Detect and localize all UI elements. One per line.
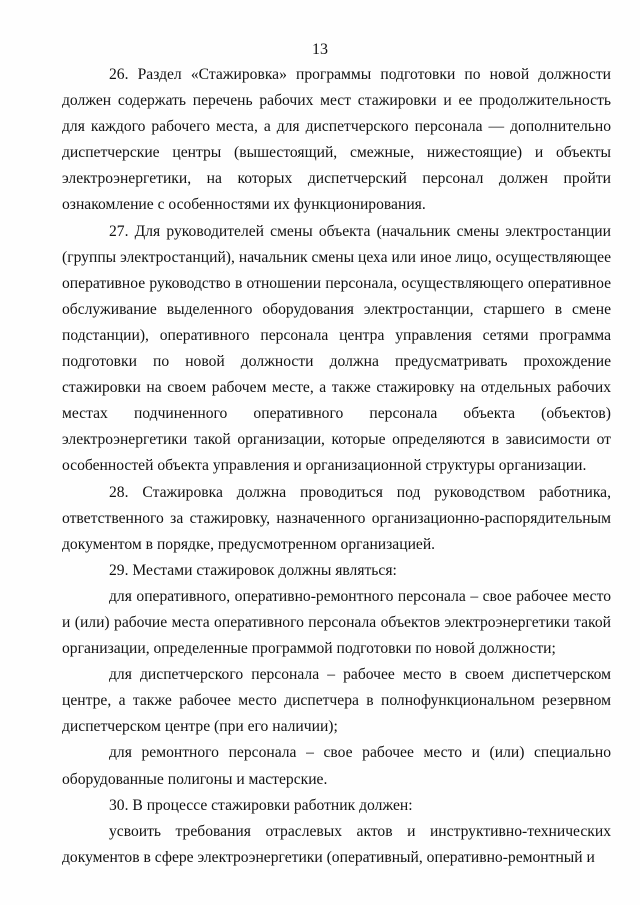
- page-number: 13: [312, 41, 328, 58]
- paragraph-29-item-dispatch: для диспетчерского персонала – рабочее место в своем диспетчерском центре, а также рабочее место диспетчера в полнофункциональном резервном диспетчерском центре (при его наличии);: [62, 666, 611, 736]
- paragraph-26: 26. Раздел «Стажировка» программы подготовки по новой должности должен содержать перечень рабочих мест стажировки и ее продолжительность для каждого рабочего места, а для диспетчерского персонала — дополнительно диспетчерские центры (вышестоящий, смежные, нижестоящие) и объекты электроэнергетики, на которых диспетчерский персонал должен пройти ознакомление с особенностями их функционирования.: [62, 66, 611, 214]
- paragraph-30: 30. В процессе стажировки работник должен:: [109, 796, 413, 814]
- paragraph-29-item-repair: для ремонтного персонала – свое рабочее место и (или) специально оборудованные полигоны и мастерские.: [62, 744, 611, 788]
- paragraph-29-item-operative: для оперативного, оперативно-ремонтного персонала – свое рабочее место и (или) рабочие места оперативного персонала объектов электроэнергетики такой организации, определенные программой подготовки по новой должности;: [62, 587, 611, 658]
- paragraph-28: 28. Стажировка должна проводиться под руководством работника, ответственного за стажировку, назначенного организационно-распорядительным документом в порядке, предусмотренном организацией.: [62, 483, 611, 553]
- paragraph-29: 29. Местами стажировок должны являться:: [109, 561, 397, 579]
- document-body: [62, 62, 611, 871]
- paragraph-30-item-1: усвоить требования отраслевых актов и инструктивно-технических документов в сфере электроэнергетики (оперативный, оперативно-ремонтный и: [62, 822, 611, 866]
- paragraph-27: 27. Для руководителей смены объекта (начальник смены электростанции (группы электростанций), начальник смены цеха или иное лицо, осуществляющее оперативное руководство в отношении персонала, осуществляющего оперативное обслуживание выделенного оборудования электростанции, старшего в смене подстанции), оперативного персонала центра управления сетями программа подготовки по новой должности должна предусматривать прохождение стажировки на своем рабочем месте, а также стажировку на отдельных рабочих местах подчиненного оперативного персонала объекта (объектов) электроэнергетики такой организации, которые определяются в зависимости от особенностей объекта управления и организационной структуры организации.: [62, 222, 611, 475]
